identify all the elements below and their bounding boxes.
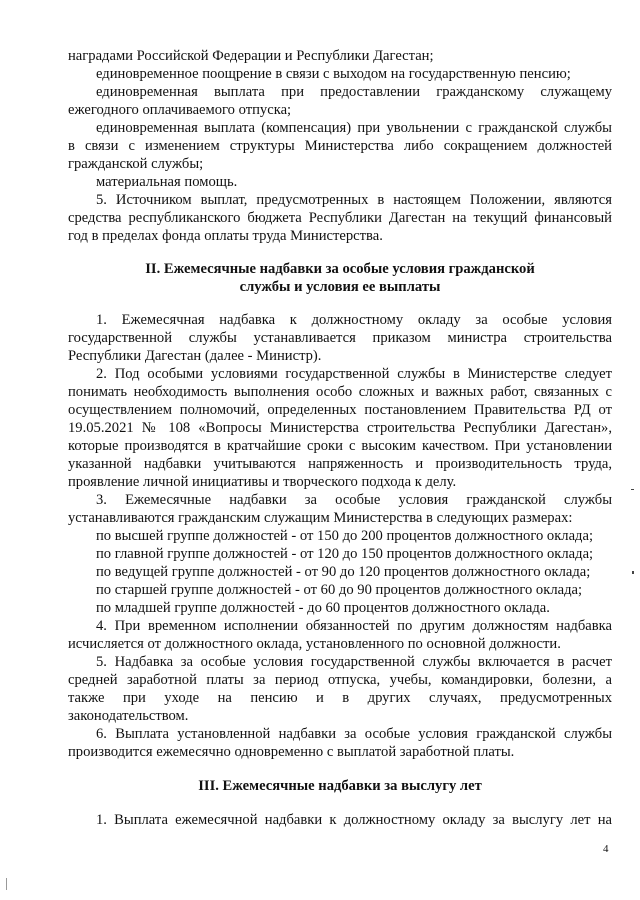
text-line: средней заработной платы за период отпуска, учебы, командировки, болезни, а [68, 672, 612, 688]
text-line: 1. Выплата ежемесячной надбавки к должностному окладу за выслугу лет на [96, 812, 612, 828]
text-line: проявление личной инициативы и творческого подхода к делу. [68, 474, 457, 490]
text-line: по старшей группе должностей - от 60 до 90 процентов должностного оклада; [96, 582, 583, 598]
text-line: год в пределах фонда оплаты труда Министерства. [68, 228, 383, 244]
text-line: 5. Надбавка за особые условия государственной службы включается в расчет [96, 654, 612, 670]
scan-speck [632, 571, 634, 574]
section-heading: III. Ежемесячные надбавки за выслугу лет [198, 778, 482, 794]
text-line: по ведущей группе должностей - от 90 до 120 процентов должностного оклада; [96, 564, 591, 580]
text-line: 6. Выплата установленной надбавки за особые условия гражданской службы [96, 726, 612, 742]
text-line: также при уходе на пенсию и в других случаях, предусмотренных [68, 690, 612, 706]
page-number: 4 [603, 843, 609, 855]
text-line: гражданской службы; [68, 156, 204, 172]
text-line: устанавливаются гражданским служащим Министерства в следующих размерах: [68, 510, 573, 526]
text-line: по младшей группе должностей - до 60 процентов должностного оклада. [96, 600, 550, 616]
text-line: в связи с изменением структуры Министерства либо сокращением должностей [68, 138, 612, 154]
text-line: указанной надбавки учитываются напряженность и производительность труда, [68, 456, 612, 472]
text-line: государственной службы устанавливается приказом министра строительства [68, 330, 612, 346]
text-line: Республики Дагестан (далее - Министр). [68, 348, 322, 364]
text-line: единовременная выплата при предоставлении гражданскому служащему [96, 84, 612, 100]
text-line: 2. Под особыми условиями государственной службы в Министерстве следует [96, 366, 612, 382]
text-line: единовременная выплата (компенсация) при увольнении с гражданской службы [96, 120, 612, 136]
text-line: ежегодного оплачиваемого отпуска; [68, 102, 292, 118]
text-line: по высшей группе должностей - от 150 до 200 процентов должностного оклада; [96, 528, 593, 544]
section-heading: службы и условия ее выплаты [239, 279, 441, 295]
text-line: наградами Российской Федерации и Республики Дагестан; [68, 48, 434, 64]
text-line: 4. При временном исполнении обязанностей по другим должностям надбавка [96, 618, 612, 634]
text-line: 1. Ежемесячная надбавка к должностному окладу за особые условия [96, 312, 612, 328]
text-line: 5. Источником выплат, предусмотренных в настоящем Положении, являются [96, 192, 612, 208]
text-line: средства республиканского бюджета Республики Дагестан на текущий финансовый [68, 210, 612, 226]
text-line: осуществлением полномочий, определенных постановлением Правительства РД от [68, 402, 612, 418]
scan-speck [631, 489, 634, 490]
text-line: единовременное поощрение в связи с выходом на государственную пенсию; [96, 66, 571, 82]
scan-speck [6, 878, 7, 890]
text-line: производится ежемесячно одновременно с выплатой заработной платы. [68, 744, 515, 760]
text-line: которые производятся в кратчайшие сроки с высоким качеством. При установлении [68, 438, 612, 454]
section-heading: II. Ежемесячные надбавки за особые условия гражданской [145, 261, 535, 277]
text-line: исчисляется от должностного оклада, установленного по основной должности. [68, 636, 561, 652]
text-line: по главной группе должностей - от 120 до 150 процентов должностного оклада; [96, 546, 594, 562]
text-line: 3. Ежемесячные надбавки за особые условия гражданской службы [96, 492, 612, 508]
text-line: понимать необходимость выполнения особо сложных и важных работ, связанных с [68, 384, 612, 400]
text-line: законодательством. [68, 708, 189, 724]
text-line: материальная помощь. [96, 174, 238, 190]
text-line: 19.05.2021 № 108 «Вопросы Министерства строительства Республики Дагестан», [68, 420, 612, 436]
